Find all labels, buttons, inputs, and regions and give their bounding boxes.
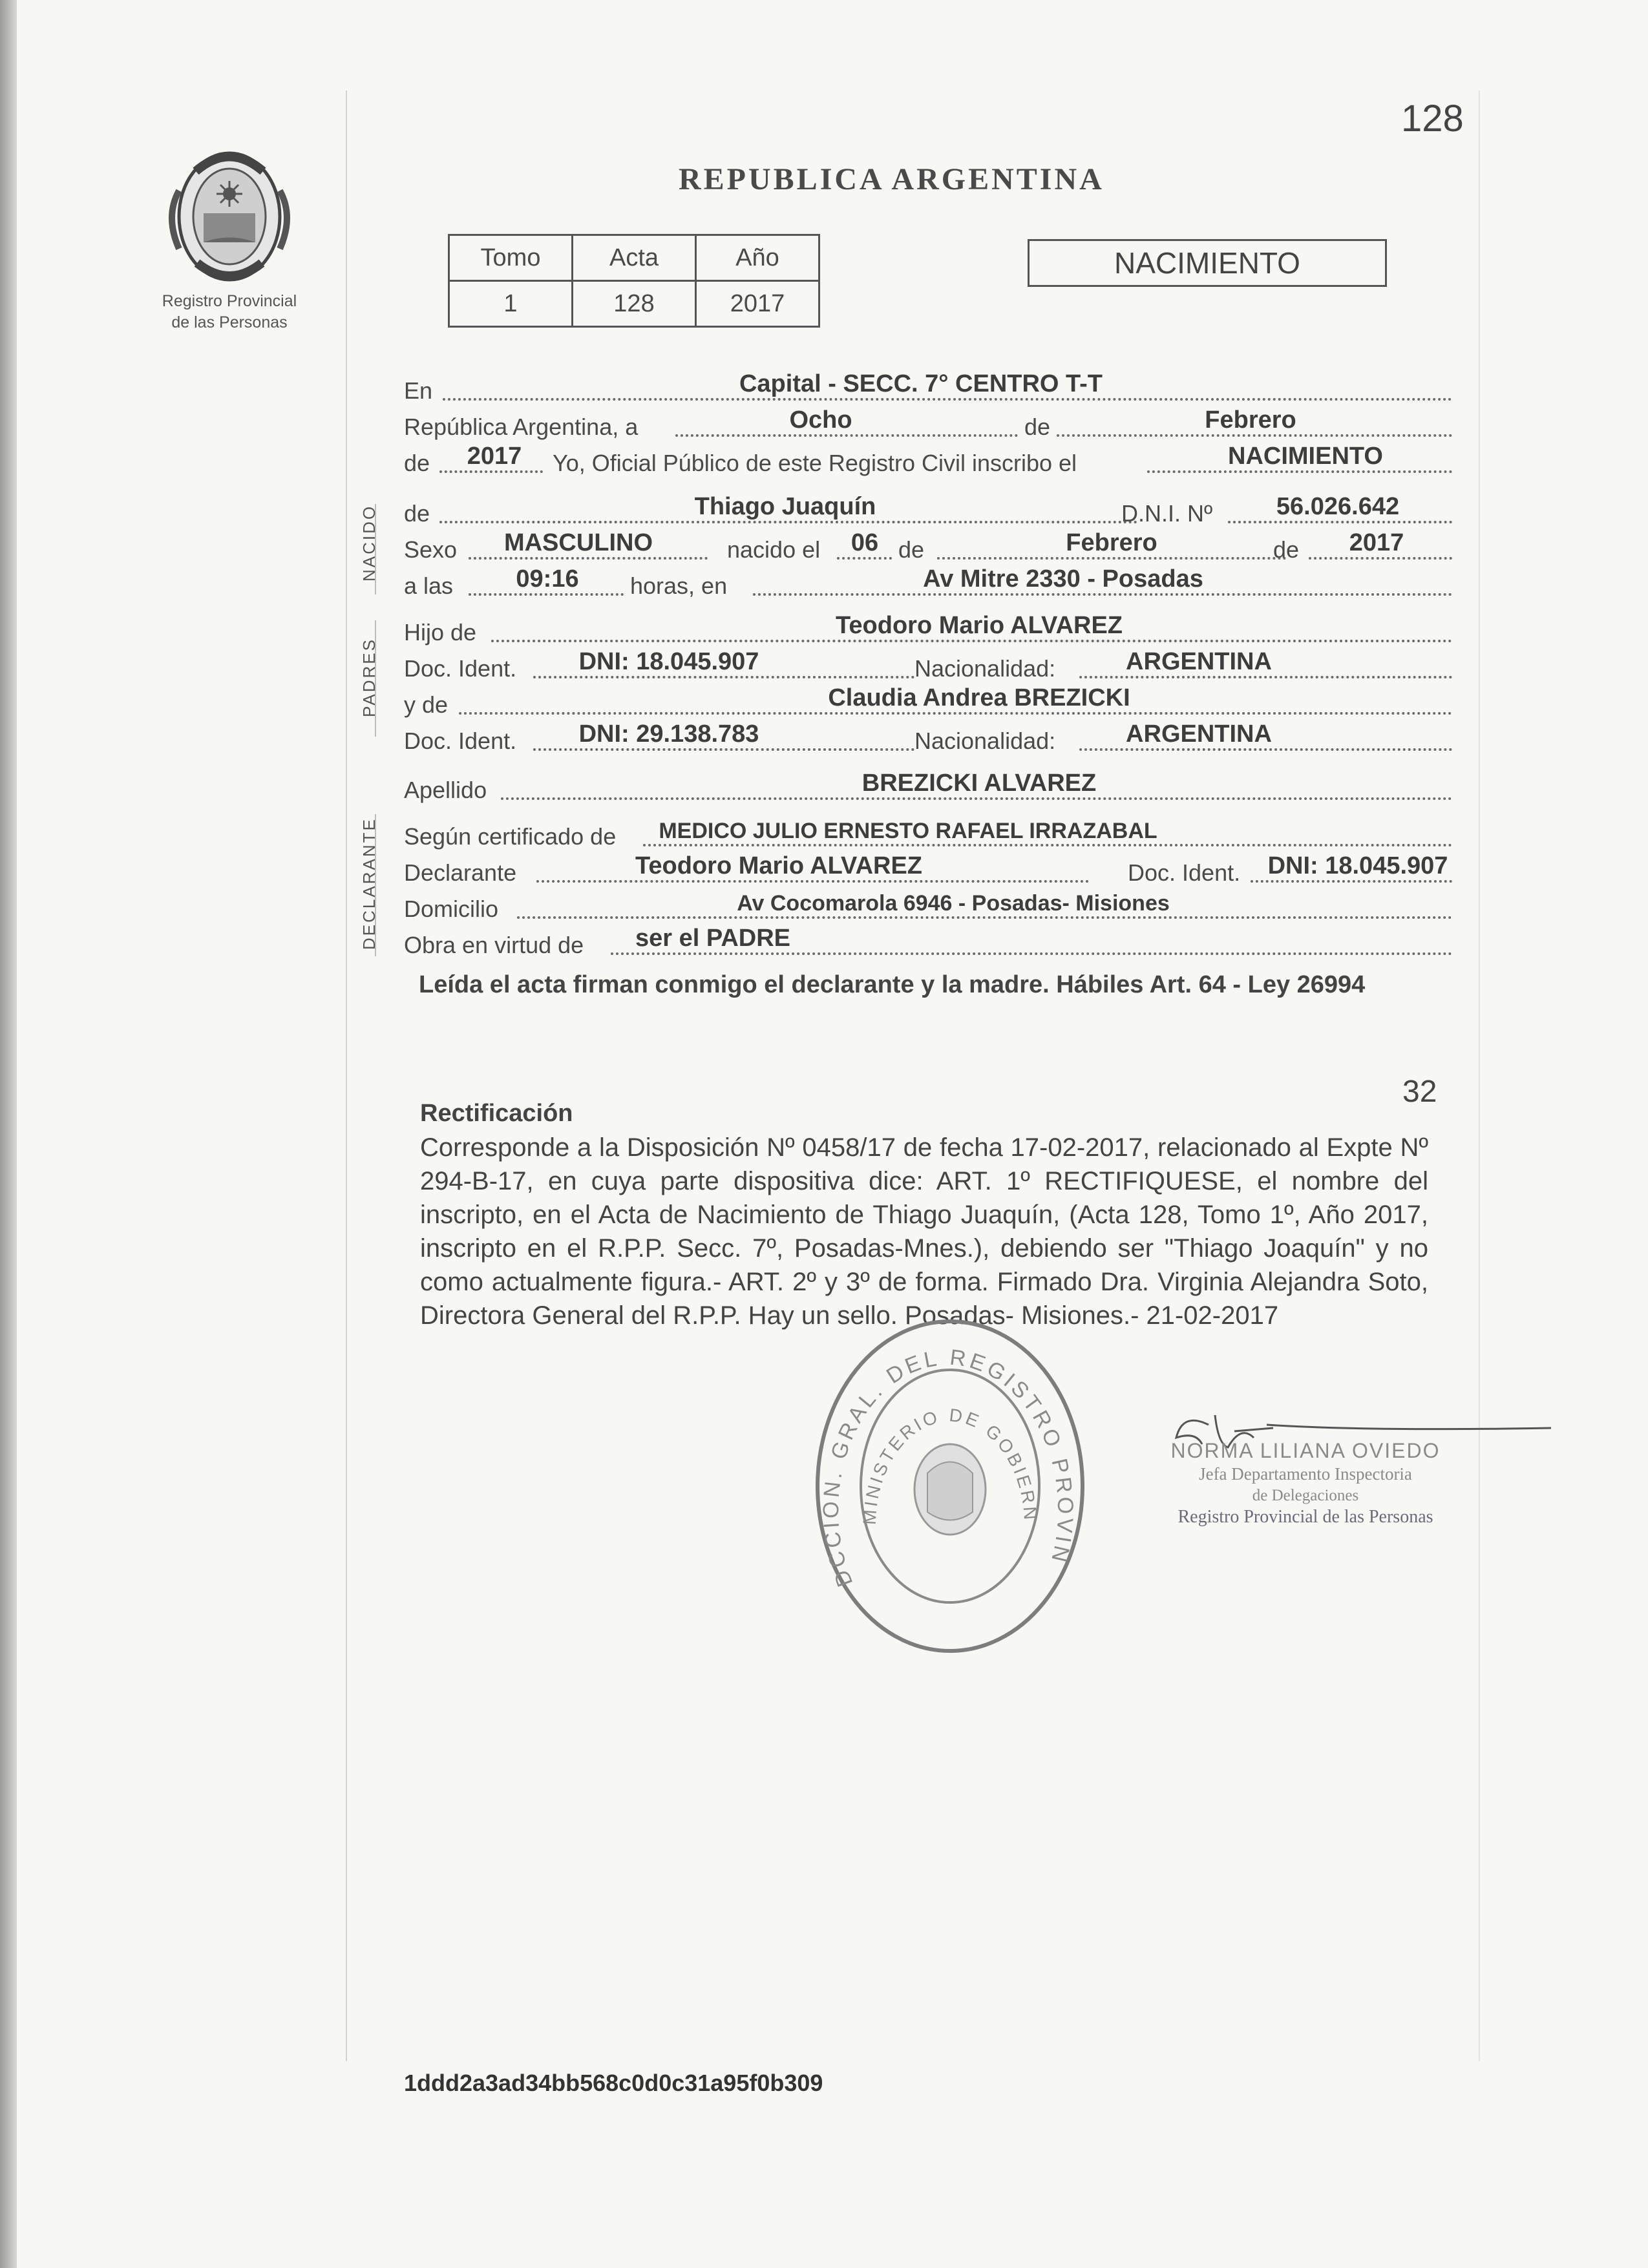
- scan-edge: [0, 0, 17, 2268]
- row-padre-doc: [404, 649, 1452, 682]
- value-padre-nacionalidad: ARGENTINA: [1126, 648, 1272, 675]
- value-madre-nacionalidad: ARGENTINA: [1126, 720, 1272, 748]
- country-title: REPUBLICA ARGENTINA: [679, 162, 1104, 196]
- tomo-header: Tomo: [449, 235, 573, 281]
- label-sexo: Sexo: [404, 536, 458, 563]
- label-yo-oficial: Yo, Oficial Público de este Registro Civil inscribo el: [553, 450, 1077, 476]
- value-anio-inscripcion: 2017: [467, 443, 522, 470]
- acta-header: Acta: [573, 235, 696, 281]
- row-domicilio: [404, 889, 1452, 923]
- province-seal-icon: [152, 145, 307, 288]
- record-type-box: NACIMIENTO: [1028, 239, 1387, 287]
- row-hora: [404, 566, 1452, 600]
- registry-caption: [129, 291, 330, 333]
- label-doc-ident-3: Doc. Ident.: [1128, 859, 1241, 886]
- label-republica: República Argentina, a: [404, 414, 639, 440]
- label-nacionalidad-2: Nacionalidad:: [914, 728, 1056, 754]
- value-padre: Teodoro Mario ALVAREZ: [835, 612, 1123, 639]
- signer-title: Jefa Departamento Inspectoria: [1199, 1464, 1412, 1484]
- row-declarante: [404, 853, 1452, 887]
- page-number: 128: [1401, 98, 1464, 140]
- value-declarante: Teodoro Mario ALVAREZ: [635, 852, 923, 879]
- province-seal: [152, 145, 307, 288]
- label-apellido: Apellido: [404, 777, 487, 803]
- value-certificado: MEDICO JULIO ERNESTO RAFAEL IRRAZABAL: [659, 819, 1157, 843]
- label-de-4: de: [898, 536, 925, 563]
- row-anio-inscripcion: [404, 443, 1452, 477]
- value-sexo: MASCULINO: [503, 529, 653, 556]
- value-dia-nacimiento: 06: [850, 529, 879, 556]
- label-horas-en: horas, en: [630, 572, 728, 599]
- label-declarante: Declarante: [404, 859, 517, 886]
- row-certificado: [404, 817, 1452, 850]
- row-sexo: [404, 530, 1452, 563]
- value-domicilio: Av Cocomarola 6946 - Posadas- Misiones: [737, 891, 1170, 916]
- label-y-de: y de: [404, 691, 449, 718]
- signer-dept: de Delegaciones: [1252, 1486, 1359, 1504]
- value-mes-inscripcion: Febrero: [1205, 406, 1296, 434]
- row-lugar: [404, 371, 1452, 404]
- row-nombre: [404, 494, 1452, 527]
- rectification-title: Rectificación: [420, 1100, 573, 1127]
- official-stamp: [808, 1312, 1092, 1661]
- value-mes-nacimiento: Febrero: [1066, 529, 1157, 556]
- label-en: En: [404, 377, 433, 404]
- value-obra: ser el PADRE: [635, 925, 791, 952]
- value-declarante-doc: DNI: 18.045.907: [1267, 852, 1448, 879]
- label-doc-ident-2: Doc. Ident.: [404, 728, 517, 754]
- label-nacido-el: nacido el: [727, 536, 821, 563]
- left-margin-line: [346, 90, 347, 2061]
- right-margin-line: [1479, 90, 1480, 2061]
- registry-line-1: Registro Provincial: [162, 292, 297, 310]
- document-hash: 1ddd2a3ad34bb568c0d0c31a95f0b309: [404, 2070, 823, 2096]
- tomo-value: 1: [449, 281, 573, 327]
- stamp-seal-icon: [808, 1312, 1092, 1661]
- row-madre: [404, 685, 1452, 719]
- label-segun: Según certificado de: [404, 823, 617, 850]
- label-de-5: de: [1273, 536, 1300, 563]
- label-obra: Obra en virtud de: [404, 932, 584, 958]
- anio-value: 2017: [696, 281, 819, 327]
- label-nacionalidad-1: Nacionalidad:: [914, 655, 1056, 682]
- registry-line-2: de las Personas: [171, 313, 288, 331]
- value-dia-letras: Ocho: [789, 406, 852, 434]
- value-dni: 56.026.642: [1276, 493, 1400, 520]
- label-domicilio: Domicilio: [404, 896, 499, 922]
- section-declarante: DECLARANTE: [359, 817, 379, 950]
- record-table: [448, 234, 820, 328]
- stamp-outer-text: DCCION. GRAL. DEL REGISTRO PROVIN: [818, 1345, 1078, 1590]
- row-obra: [404, 925, 1452, 959]
- label-doc-ident-1: Doc. Ident.: [404, 655, 517, 682]
- rectification-text: Corresponde a la Disposición Nº 0458/17 de fecha 17-02-2017, relacionado al Expte Nº 294-B-17, en cuya parte dispositiva dice: ART. 1º RECTIFIQUESE, el nombre del inscripto, en el Acta de Nacimiento de Thiago Juaquín, (Acta 128, Tomo 1º, Año 2017, inscripto en el R.P.P. Secc. 7º, Posadas-Mnes.), debiendo ser "Thiago Joaquín" y no como actualmente figura.- ART. 2º y 3º de forma. Firmado Dra. Virginia Alejandra Soto, Directora General del R.P.P. Hay un sello. Posadas- Misiones.- 21-02-2017: [420, 1133, 1428, 1330]
- label-de-1: de: [1024, 414, 1051, 440]
- signer-org: Registro Provincial de las Personas: [1178, 1507, 1433, 1527]
- value-hora: 09:16: [516, 565, 579, 593]
- label-de-3: de: [404, 500, 430, 527]
- signer-name: NORMA LILIANA OVIEDO: [1170, 1439, 1441, 1462]
- acta-value: 128: [573, 281, 696, 327]
- value-anio-nacimiento: 2017: [1349, 529, 1404, 556]
- value-madre: Claudia Andrea BREZICKI: [828, 684, 1130, 711]
- section-nacido: NACIDO: [359, 504, 379, 582]
- value-madre-doc: DNI: 29.138.783: [578, 720, 759, 748]
- label-a-las: a las: [404, 572, 454, 599]
- label-dni: D.N.I. Nº: [1121, 500, 1213, 527]
- closing-note: Leída el acta firman conmigo el declarante y la madre. Hábiles Art. 64 - Ley 26994: [419, 971, 1366, 998]
- rectification-number: 32: [1402, 1075, 1437, 1109]
- signature-block: [1150, 1438, 1461, 1528]
- row-fecha-inscripcion: [404, 407, 1452, 441]
- value-nombre: Thiago Juaquín: [694, 493, 876, 520]
- anio-header: Año: [696, 235, 819, 281]
- stamp-inner-text: MINISTERIO DE GOBIERN: [859, 1405, 1041, 1526]
- value-padre-doc: DNI: 18.045.907: [578, 648, 759, 675]
- value-apellido: BREZICKI ALVAREZ: [861, 770, 1097, 797]
- row-apellido: [404, 770, 1452, 804]
- value-lugar: Capital - SECC. 7° CENTRO T-T: [739, 370, 1103, 397]
- value-lugar-nacimiento: Av Mitre 2330 - Posadas: [923, 565, 1203, 593]
- row-madre-doc: [404, 721, 1452, 755]
- label-hijo-de: Hijo de: [404, 619, 477, 646]
- value-tipo-inscripcion: NACIMIENTO: [1228, 443, 1383, 470]
- row-padre: [404, 613, 1452, 646]
- section-padres: PADRES: [359, 638, 379, 717]
- label-de-2: de: [404, 450, 430, 476]
